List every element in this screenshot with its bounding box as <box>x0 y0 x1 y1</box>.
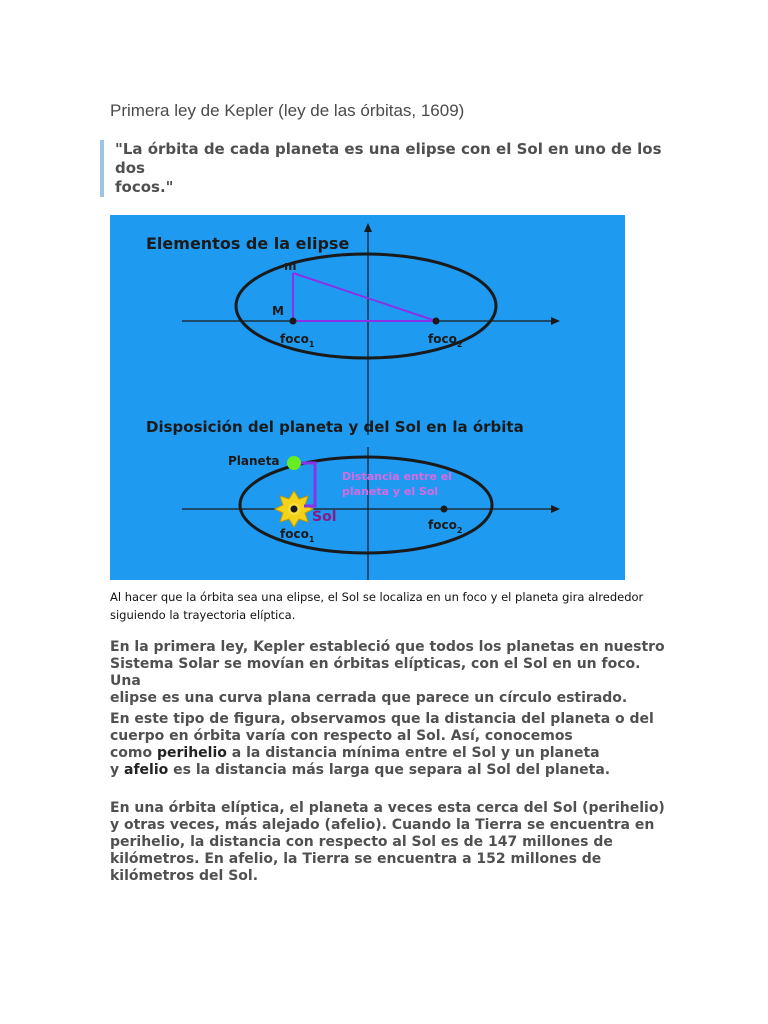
paragraph-line: En una órbita elíptica, el planeta a veces esta cerca del Sol (perihelio) <box>110 800 665 816</box>
page-heading: Primera ley de Kepler (ley de las órbitas, 1609) <box>110 101 465 120</box>
label-foco2-top: foco$_2$ <box>428 332 463 349</box>
label-sol: Sol <box>312 509 337 525</box>
quote-line: focos." <box>115 178 174 196</box>
ellipse-diagram <box>110 215 625 580</box>
kepler-quote <box>100 140 675 197</box>
paragraph-line: En la primera ley, Kepler estableció que todos los planetas en nuestro <box>110 639 665 655</box>
planet-icon <box>287 456 301 470</box>
paragraph-line: y afelio es la distancia más larga que separa al Sol del planeta. <box>110 762 611 778</box>
paragraph-line: y otras veces, más alejado (afelio). Cuando la Tierra se encuentra en <box>110 817 655 833</box>
paragraph-line: perihelio, la distancia con respecto al Sol es de 147 millones de <box>110 834 613 850</box>
figure-title-top: Elementos de la elipse <box>146 234 350 253</box>
term-afelio: afelio <box>124 762 169 778</box>
paragraph-line: como perihelio a la distancia mínima entre el Sol y un planeta <box>110 745 600 761</box>
paragraph-2 <box>110 711 670 779</box>
distance-label-line1: Distancia entre el <box>342 470 452 483</box>
figure-caption <box>110 588 650 624</box>
figure-title-bottom: Disposición del planeta y del Sol en la órbita <box>146 418 524 436</box>
ellipse-figure <box>110 215 625 580</box>
term-perihelio: perihelio <box>157 745 227 761</box>
focus1-top <box>290 318 297 325</box>
paragraph-line: kilómetros del Sol. <box>110 868 259 884</box>
distance-label-line2: planeta y el Sol <box>342 485 439 498</box>
paragraph-3 <box>110 800 670 885</box>
focus1-bottom <box>291 506 298 513</box>
focus2-top <box>433 318 440 325</box>
label-foco2-bottom: foco$_2$ <box>428 518 463 535</box>
label-foco1-bottom: foco$_1$ <box>280 527 315 544</box>
label-M: M <box>272 304 284 318</box>
quote-line: "La órbita de cada planeta es una elipse con el Sol en uno de los dos <box>115 140 662 177</box>
label-foco1-top: foco$_1$ <box>280 332 315 349</box>
focus2-bottom <box>441 506 448 513</box>
caption-line: Al hacer que la órbita sea una elipse, el Sol se localiza en un foco y el planeta gira alrededor <box>110 590 644 604</box>
paragraph-line: En este tipo de figura, observamos que la distancia del planeta o del <box>110 711 654 727</box>
caption-line: siguiendo la trayectoria elíptica. <box>110 608 296 622</box>
label-m: m <box>284 259 297 273</box>
label-planeta: Planeta <box>228 454 280 468</box>
paragraph-line: cuerpo en órbita varía con respecto al Sol. Así, conocemos <box>110 728 573 744</box>
paragraph-line: elipse es una curva plana cerrada que parece un círculo estirado. <box>110 690 628 706</box>
paragraph-line: kilómetros. En afelio, la Tierra se encuentra a 152 millones de <box>110 851 602 867</box>
paragraph-line: Sistema Solar se movían en órbitas elípticas, con el Sol en un foco. Una <box>110 656 641 689</box>
paragraph-1 <box>110 639 670 707</box>
